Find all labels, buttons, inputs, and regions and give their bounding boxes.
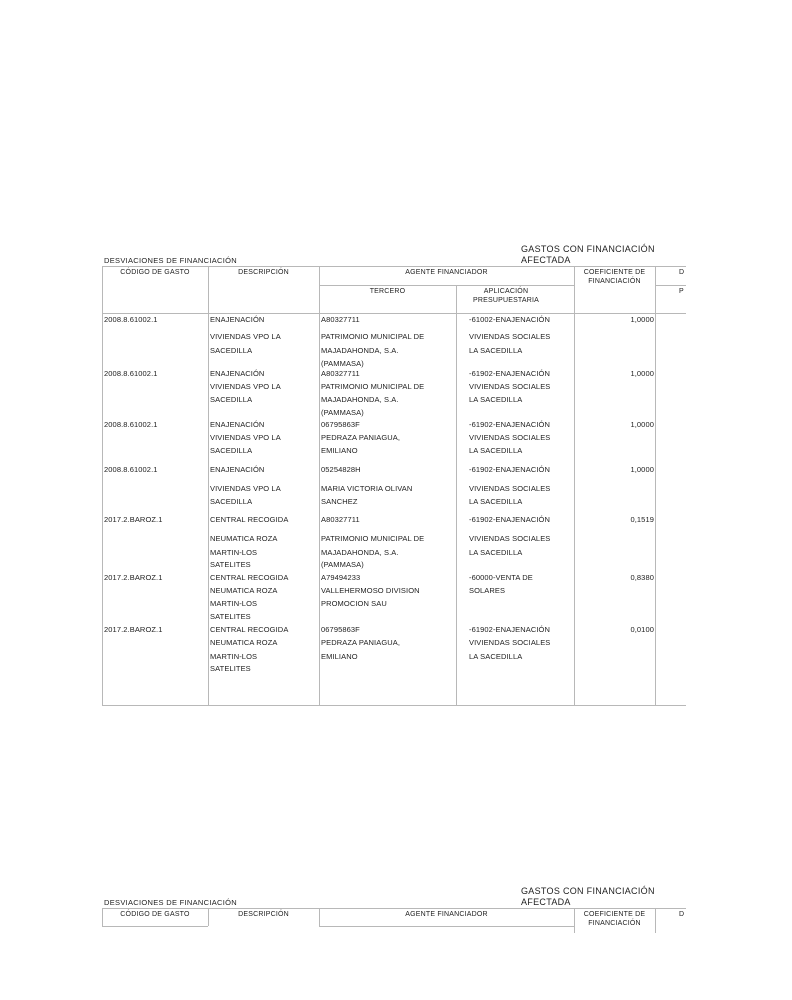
- coeficiente-financiacion: 0,0100: [630, 625, 654, 634]
- aplicacion-line: -61902-ENAJENACIÓN: [469, 369, 550, 378]
- report-title-line1: GASTOS CON FINANCIACIÓN: [521, 244, 655, 254]
- tercero-line: PEDRAZA PANIAGUA,: [321, 433, 401, 442]
- aplicacion-line: -61902-ENAJENACIÓN: [469, 625, 550, 634]
- descripcion-line: SACEDILLA: [210, 346, 253, 355]
- tercero-line: EMILIANO: [321, 652, 358, 661]
- codigo-gasto: 2008.8.61002.1: [104, 420, 158, 429]
- aplicacion-line: VIVIENDAS SOCIALES: [469, 433, 551, 442]
- tercero-line: A79494233: [321, 573, 361, 582]
- d-subheader-divider: [655, 285, 686, 286]
- descripcion-line: MARTIN-LOS: [210, 548, 258, 557]
- tercero-line: A80327711: [321, 515, 360, 524]
- descripcion-line: MARTIN-LOS: [210, 599, 258, 608]
- descripcion-line: CENTRAL RECOGIDA: [210, 573, 289, 582]
- column-divider: [655, 908, 656, 933]
- descripcion-line: SATELITES: [210, 664, 251, 673]
- descripcion-line: VIVIENDAS VPO LA: [210, 332, 281, 341]
- aplicacion-line: LA SACEDILLA: [469, 346, 523, 355]
- tercero-line: A80327711: [321, 369, 360, 378]
- header-agente-financiador: AGENTE FINANCIADOR: [405, 911, 488, 918]
- codigo-gasto: 2008.8.61002.1: [104, 315, 158, 324]
- header-aplicacion-line2: PRESUPUESTARIA: [472, 297, 540, 304]
- aplicacion-line: -60000-VENTA DE: [469, 573, 533, 582]
- descripcion-line: VIVIENDAS VPO LA: [210, 382, 281, 391]
- table-top-border: [102, 908, 686, 909]
- header-aplicacion-line1: APLICACIÓN: [483, 288, 529, 295]
- table-top-border: [102, 266, 686, 267]
- codigo-gasto: 2017.2.BAROZ.1: [104, 515, 163, 524]
- descripcion-line: ENAJENACIÓN: [210, 369, 265, 378]
- column-divider: [574, 266, 575, 705]
- column-divider: [102, 266, 103, 705]
- coeficiente-financiacion: 1,0000: [630, 465, 654, 474]
- descripcion-line: SACEDILLA: [210, 446, 253, 455]
- aplicacion-line: LA SACEDILLA: [469, 446, 523, 455]
- tercero-line: VALLEHERMOSO DIVISION: [321, 586, 420, 595]
- aplicacion-line: -61002-ENAJENACIÓN: [469, 315, 550, 324]
- descripcion-line: MARTIN-LOS: [210, 652, 258, 661]
- header-tercero: TERCERO: [369, 288, 406, 295]
- aplicacion-line: -61902-ENAJENACIÓN: [469, 515, 550, 524]
- aplicacion-line: SOLARES: [469, 586, 506, 595]
- tercero-line: MAJADAHONDA, S.A.: [321, 548, 399, 557]
- tercero-line: MARIA VICTORIA OLIVAN: [321, 484, 413, 493]
- tercero-line: 05254828H: [321, 465, 361, 474]
- header-coeficiente-line2: FINANCIACIÓN: [588, 278, 641, 285]
- descripcion-line: SATELITES: [210, 612, 251, 621]
- codigo-gasto: 2017.2.BAROZ.1: [104, 573, 163, 582]
- column-divider: [208, 266, 209, 705]
- tercero-line: PEDRAZA PANIAGUA,: [321, 638, 401, 647]
- report-title-line2: AFECTADA: [521, 897, 571, 907]
- agente-subheader-divider: [319, 926, 574, 927]
- descripcion-line: SATELITES: [210, 560, 251, 569]
- section-title: DESVIACIONES DE FINANCIACIÓN: [104, 256, 238, 265]
- descripcion-line: NEUMATICA ROZA: [210, 534, 278, 543]
- aplicacion-line: VIVIENDAS SOCIALES: [469, 484, 551, 493]
- coeficiente-financiacion: 0,1519: [630, 515, 654, 524]
- tercero-line: PATRIMONIO MUNICIPAL DE: [321, 332, 425, 341]
- descripcion-line: CENTRAL RECOGIDA: [210, 515, 289, 524]
- header-codigo-gasto: CÓDIGO DE GASTO: [120, 911, 190, 918]
- aplicacion-line: LA SACEDILLA: [469, 395, 523, 404]
- header-agente-financiador: AGENTE FINANCIADOR: [405, 269, 488, 276]
- aplicacion-line: LA SACEDILLA: [469, 497, 523, 506]
- section-title: DESVIACIONES DE FINANCIACIÓN: [104, 898, 238, 907]
- coeficiente-financiacion: 1,0000: [630, 369, 654, 378]
- tercero-line: (PAMMASA): [321, 560, 364, 569]
- aplicacion-line: VIVIENDAS SOCIALES: [469, 534, 551, 543]
- tercero-line: PROMOCION SAU: [321, 599, 387, 608]
- descripcion-line: ENAJENACIÓN: [210, 465, 265, 474]
- codigo-gasto: 2008.8.61002.1: [104, 465, 158, 474]
- aplicacion-line: -61902-ENAJENACIÓN: [469, 465, 550, 474]
- descripcion-line: ENAJENACIÓN: [210, 420, 265, 429]
- aplicacion-line: LA SACEDILLA: [469, 652, 523, 661]
- tercero-line: PATRIMONIO MUNICIPAL DE: [321, 534, 425, 543]
- codigo-gasto: 2008.8.61002.1: [104, 369, 158, 378]
- header-p-truncated: P: [679, 288, 684, 295]
- descripcion-line: SACEDILLA: [210, 395, 253, 404]
- tercero-line: (PAMMASA): [321, 408, 364, 417]
- tercero-line: 06795863F: [321, 625, 360, 634]
- aplicacion-line: VIVIENDAS SOCIALES: [469, 382, 551, 391]
- header-coeficiente-line2: FINANCIACIÓN: [588, 920, 641, 927]
- header-descripcion: DESCRIPCIÓN: [238, 269, 289, 276]
- agente-subheader-divider: [319, 285, 574, 286]
- tercero-line: MAJADAHONDA, S.A.: [321, 346, 399, 355]
- header-d-truncated: D: [679, 269, 685, 276]
- header-partial-border: [102, 926, 208, 927]
- codigo-gasto: 2017.2.BAROZ.1: [104, 625, 163, 634]
- table-bottom-border: [102, 705, 686, 706]
- coeficiente-financiacion: 0,8380: [630, 573, 654, 582]
- aplicacion-line: LA SACEDILLA: [469, 548, 523, 557]
- descripcion-line: NEUMATICA ROZA: [210, 638, 278, 647]
- report-title-line2: AFECTADA: [521, 255, 571, 265]
- column-divider: [456, 285, 457, 705]
- header-codigo-gasto: CÓDIGO DE GASTO: [120, 269, 190, 276]
- tercero-line: PATRIMONIO MUNICIPAL DE: [321, 382, 425, 391]
- descripcion-line: CENTRAL RECOGIDA: [210, 625, 289, 634]
- descripcion-line: VIVIENDAS VPO LA: [210, 433, 281, 442]
- report-title-line1: GASTOS CON FINANCIACIÓN: [521, 886, 655, 896]
- descripcion-line: ENAJENACIÓN: [210, 315, 265, 324]
- tercero-line: A80327711: [321, 315, 360, 324]
- coeficiente-financiacion: 1,0000: [630, 420, 654, 429]
- tercero-line: (PAMMASA): [321, 359, 364, 368]
- header-d-truncated: D: [679, 911, 685, 918]
- tercero-line: 06795863F: [321, 420, 360, 429]
- column-divider: [319, 266, 320, 705]
- tercero-line: SANCHEZ: [321, 497, 358, 506]
- descripcion-line: VIVIENDAS VPO LA: [210, 484, 281, 493]
- column-divider: [655, 266, 656, 705]
- coeficiente-financiacion: 1,0000: [630, 315, 654, 324]
- header-descripcion: DESCRIPCIÓN: [238, 911, 289, 918]
- aplicacion-line: VIVIENDAS SOCIALES: [469, 638, 551, 647]
- descripcion-line: SACEDILLA: [210, 497, 253, 506]
- aplicacion-line: -61902-ENAJENACIÓN: [469, 420, 550, 429]
- descripcion-line: NEUMATICA ROZA: [210, 586, 278, 595]
- aplicacion-line: VIVIENDAS SOCIALES: [469, 332, 551, 341]
- tercero-line: EMILIANO: [321, 446, 358, 455]
- header-coeficiente-line1: COEFICIENTE DE: [583, 911, 646, 918]
- header-coeficiente-line1: COEFICIENTE DE: [583, 269, 646, 276]
- tercero-line: MAJADAHONDA, S.A.: [321, 395, 399, 404]
